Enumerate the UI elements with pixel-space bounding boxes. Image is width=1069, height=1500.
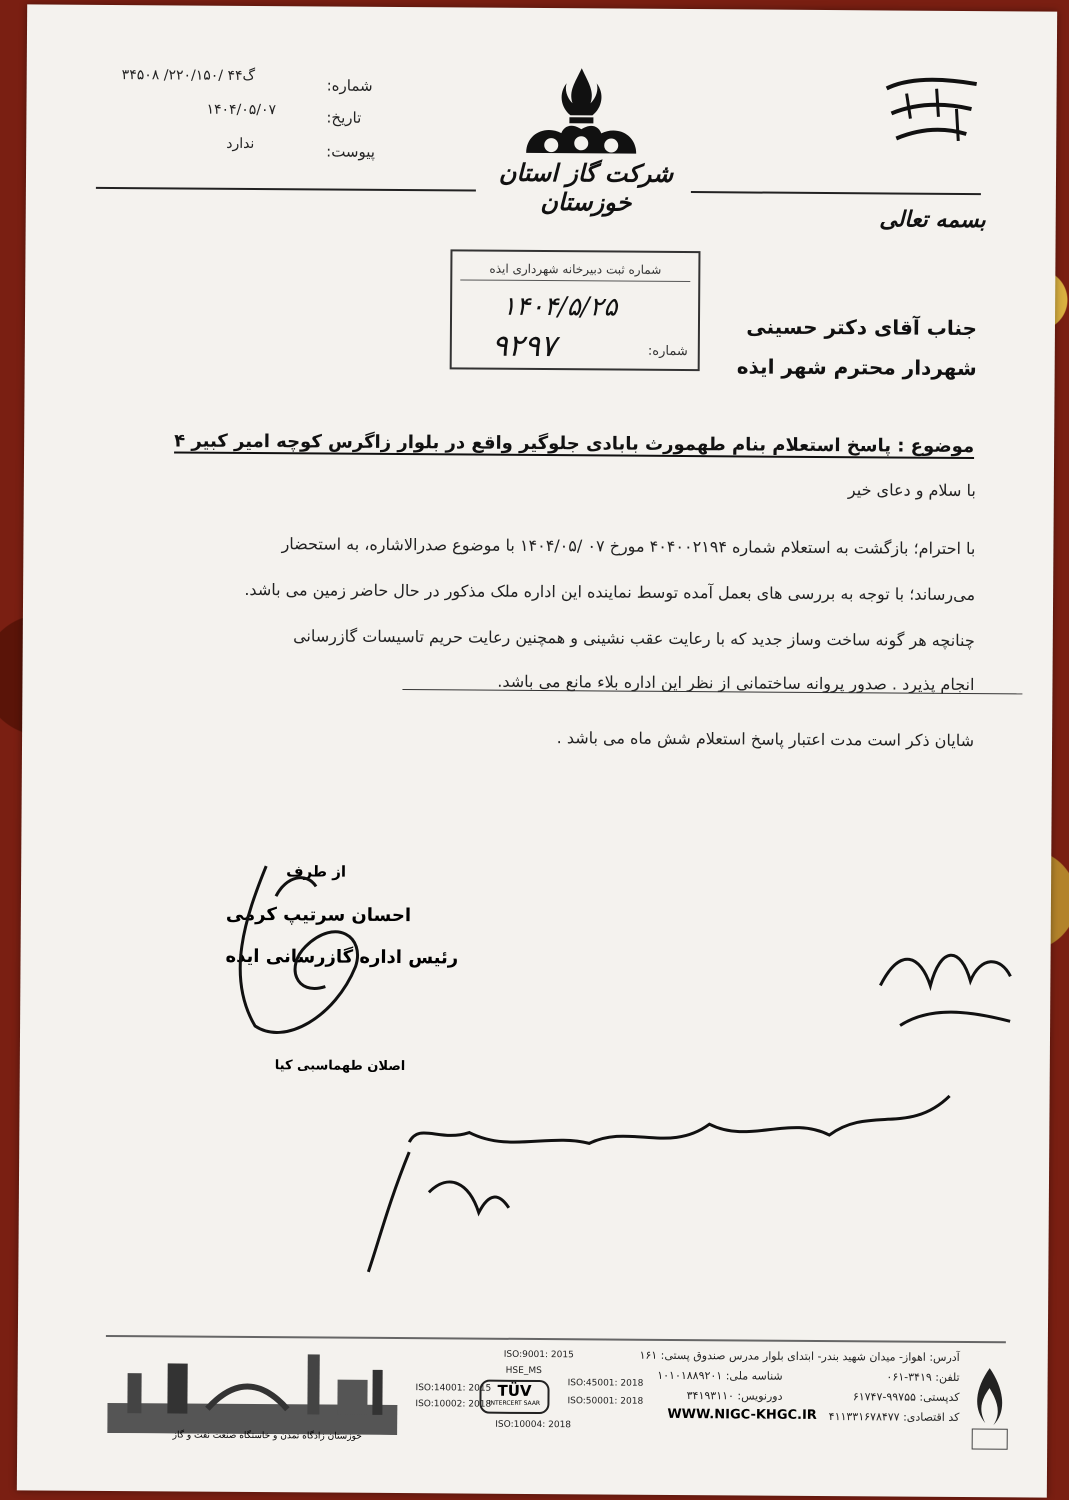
stamp-number-label: شماره: <box>647 343 688 360</box>
date-label: تاریخ: <box>326 108 362 127</box>
body-line-2: می‌رساند؛ با توجه به بررسی های بعمل آمده توسط نماینده این اداره ملک مذکور در حال حاضر زمین می باشد. <box>244 579 976 605</box>
body-line-4: انجام پذیرد . صدور پروانه ساختمانی از نظر این اداره بلاء مانع می باشد. <box>497 671 975 695</box>
header-rule-left <box>96 187 476 192</box>
slogan-calligraphy <box>876 68 987 159</box>
footer-website: WWW.NIGC-KHGC.IR <box>667 1406 817 1423</box>
hse-ms: HSE_MS <box>505 1365 542 1377</box>
footer-fax: دورنویس: ۳۴۱۹۳۱۱۰ <box>686 1389 783 1403</box>
signatory-name: احسان سرتیپ کرمی <box>225 903 412 927</box>
basmala: بسمه تعالی <box>879 206 986 234</box>
tuv-certification-badge <box>479 1380 549 1414</box>
attachment-label: پیوست: <box>326 142 376 161</box>
body-line-3: چنانچه هر گونه ساخت وساز جدید که با رعایت عقب نشینی و همچنین رعایت حریم تاسیسات گازرسانی <box>293 626 975 651</box>
iso-14001: ISO:14001: 2015 <box>415 1383 492 1394</box>
footer-national-id: شناسه ملی: ۱۰۱۰۱۸۸۹۲۰۱ <box>657 1368 783 1383</box>
body-line-1: با احترام؛ بازگشت به استعلام شماره ۴۰۴۰۰۲۱۹۴ مورخ ۰۷ /۱۴۰۴/۰۵ با موضوع صدرالاشاره، به استحضار <box>281 534 976 559</box>
iso-50001: ISO:50001: 2018 <box>567 1396 644 1407</box>
signature-from: از طرف <box>286 862 347 881</box>
iso-9001: ISO:9001: 2015 <box>503 1349 574 1361</box>
letter-date: ۱۴۰۴/۰۵/۰۷ <box>206 101 277 119</box>
number-label: شماره: <box>326 76 373 95</box>
copy-recipient-name: اصلان طهماسبی کیا <box>274 1058 406 1075</box>
footer-postal-code: کدپستی: ۹۹۷۵۵-۶۱۷۴۷ <box>852 1390 960 1404</box>
iso-10004: ISO:10004: 2018 <box>495 1419 572 1431</box>
subject-line <box>174 430 974 457</box>
company-name: شرکت گاز استان خوزستان <box>498 157 674 217</box>
khuzestan-skyline-image <box>107 1343 398 1435</box>
footer-address: آدرس: اهواز- میدان شهید بندر- ابتدای بلوار مدرس صندوق پستی: ۱۶۱ <box>639 1348 960 1364</box>
handwritten-note-right <box>860 925 1031 1046</box>
header-rule-right <box>691 191 981 195</box>
stamp-title: شماره ثبت دبیرخانه شهرداری ایذه <box>460 261 690 282</box>
tuv-mark: TÜV <box>497 1381 532 1400</box>
iso-10002: ISO:10002: 2018 <box>415 1399 492 1410</box>
letter-page <box>17 4 1057 1497</box>
footer-caption: خوزستان زادگاه تمدن و خاستگاه صنعت نفت و گاز <box>172 1430 362 1442</box>
subject-text: موضوع : پاسخ استعلام بنام طهمورث بابادی جلوگیر واقع در بلوار زاگرس کوچه امیر کبیر ۴ <box>174 430 975 458</box>
footer-rule <box>106 1335 1006 1343</box>
attachment-value: ندارد <box>226 135 255 153</box>
handwritten-referral-note <box>348 1062 990 1286</box>
validity-note: شایان ذکر است مدت اعتبار پاسخ استعلام شش ماه می باشد . <box>556 728 975 751</box>
letter-number: گ۴۴ /۲۲۰/۱۵۰/ ۳۴۵۰۸ <box>121 67 256 85</box>
signature-scribble <box>215 856 396 1057</box>
footer-economic-code: کد اقتصادی: ۴۱۱۳۳۱۶۷۸۴۷۷ <box>828 1410 960 1424</box>
tuv-subtitle: INTERCERT SAAR <box>488 1399 541 1408</box>
gas-flame-emblem <box>967 1363 1013 1453</box>
addressee-line-1: جناب آقای دکتر حسینی <box>746 314 978 341</box>
iso-45001: ISO:45001: 2018 <box>567 1378 644 1389</box>
signatory-title: رئیس اداره گازرسانی ایذه <box>225 945 459 969</box>
greeting: با سلام و دعای خیر <box>847 480 976 501</box>
addressee-line-2: شهردار محترم شهر ایذه <box>736 354 977 381</box>
stamp-date: ۱۴۰۴/۵/۲۵ <box>501 291 618 323</box>
stamp-number: ۹۲۹۷ <box>491 328 557 365</box>
registration-stamp <box>450 249 701 371</box>
footer-phone: تلفن: ۳۴۱۹-۰۶۱ <box>886 1370 960 1384</box>
